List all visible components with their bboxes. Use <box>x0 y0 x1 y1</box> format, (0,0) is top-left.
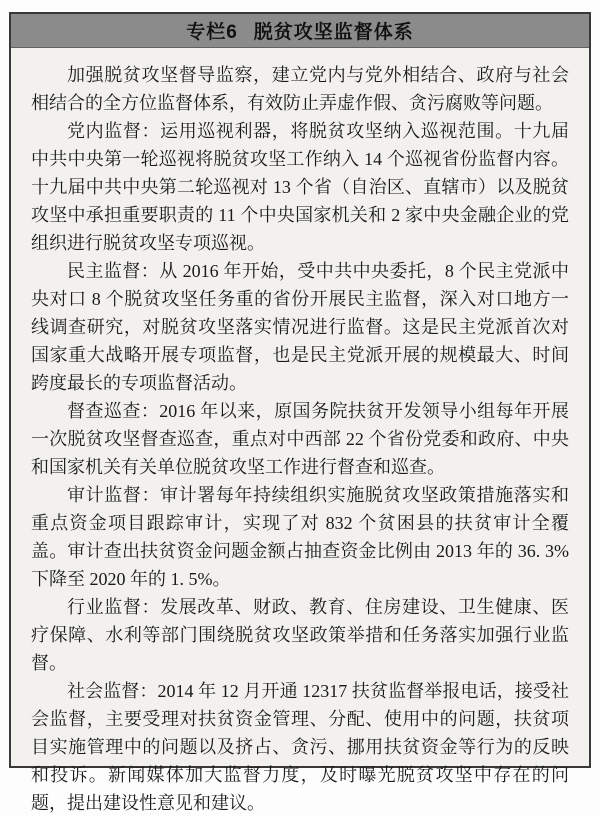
paragraph-inspection-patrol: 督查巡查：2016 年以来，原国务院扶贫开发领导小组每年开展一次脱贫攻坚督查巡查，重点对中西部 22 个省份党委和政府、中央和国家机关有关单位脱贫攻坚工作进行督查和巡查。 <box>31 401 569 477</box>
panel-body <box>11 48 589 817</box>
paragraph-intro: 加强脱贫攻坚督导监察，建立党内与党外相结合、政府与社会相结合的全方位监督体系，有效防止弄虚作假、贪污腐败等问题。 <box>31 65 569 113</box>
panel-header-label: 专栏6 <box>186 22 238 43</box>
paragraph-party-supervision: 党内监督：运用巡视利器，将脱贫攻坚纳入巡视范围。十九届中共中央第一轮巡视将脱贫攻坚工作纳入 14 个巡视省份监督内容。十九届中共中央第二轮巡视对 13 个省（自治区、直辖市）以及脱贫攻坚中承担重要职责的 11 个中央国家机关和 2 家中央金融企业的党组织进行脱贫攻坚专项巡视。 <box>31 121 569 253</box>
paragraph-audit-supervision: 审计监督：审计署每年持续组织实施脱贫攻坚政策措施落实和重点资金项目跟踪审计，实现了对 832 个贫困县的扶贫审计全覆盖。审计查出扶贫资金问题金额占抽查资金比例由 2013 年的 36. 3%下降至 2020 年的 1. 5%。 <box>31 485 569 589</box>
column-panel <box>9 12 591 813</box>
paragraph-democratic-supervision: 民主监督：从 2016 年开始，受中共中央委托，8 个民主党派中央对口 8 个脱贫攻坚任务重的省份开展民主监督，深入对口地方一线调查研究，对脱贫攻坚落实情况进行监督。这是民主党派首次对国家重大战略开展专项监督，也是民主党派开展的规模最大、时间跨度最长的专项监督活动。 <box>31 261 569 393</box>
panel-header-title: 脱贫攻坚监督体系 <box>253 22 414 43</box>
panel-header <box>11 14 589 48</box>
paragraph-social-supervision: 社会监督：2014 年 12 月开通 12317 扶贫监督举报电话，接受社会监督，主要受理对扶贫资金管理、分配、使用中的问题，扶贫项目实施管理中的问题以及挤占、贪污、挪用扶贫资金等行为的反映和投诉。新闻媒体加大监督力度，及时曝光脱贫攻坚中存在的问题，提出建设性意见和建议。 <box>31 681 569 813</box>
paragraph-industry-supervision: 行业监督：发展改革、财政、教育、住房建设、卫生健康、医疗保障、水利等部门围绕脱贫攻坚政策举措和任务落实加强行业监督。 <box>31 597 569 673</box>
